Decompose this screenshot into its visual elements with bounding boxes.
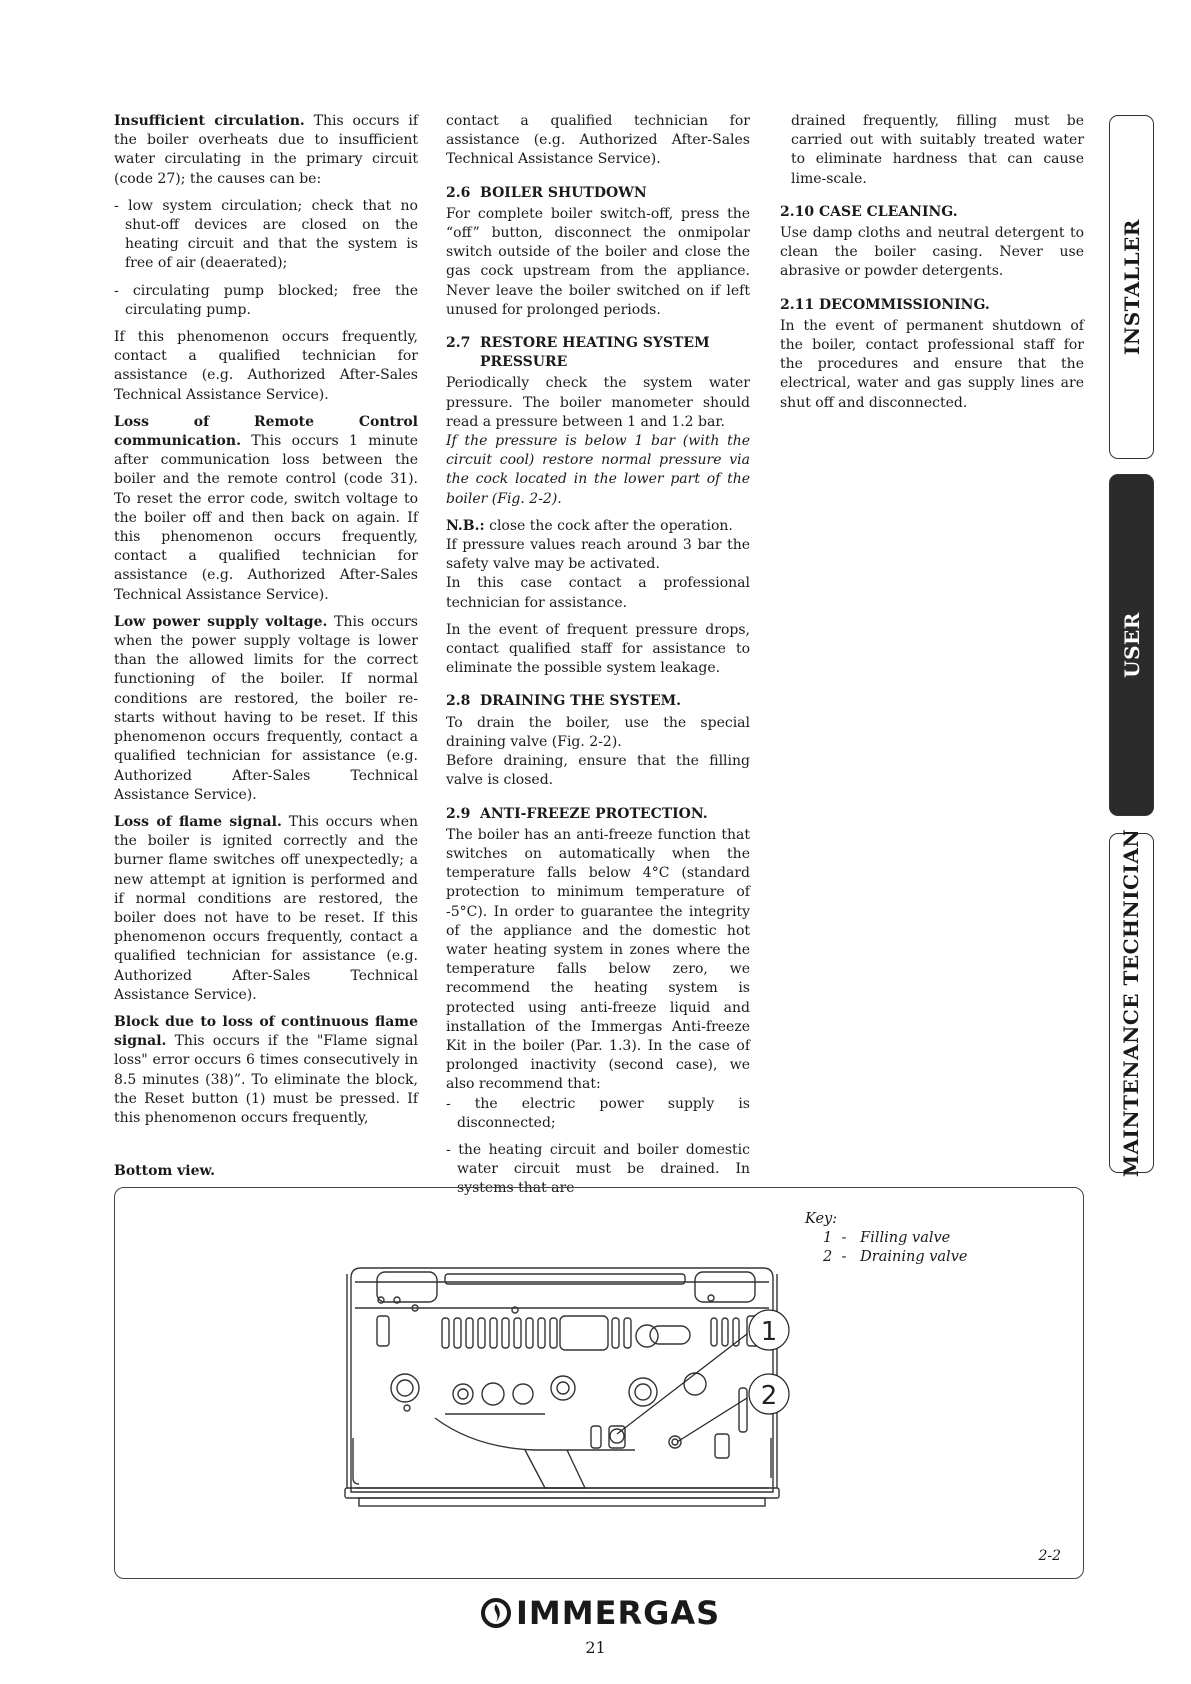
section-heading-2-11: 2.11 DECOMMISSIONING.	[780, 296, 990, 313]
figure-number: 2-2	[1038, 1548, 1061, 1564]
paragraph: For complete boiler switch-off, press the “off” button, disconnect the onmipolar switch outside of the boiler and close the gas cock upstream from the appliance. Never leave the boiler switched on if left unused for prolonged periods.	[446, 205, 750, 318]
list-item: - the electric power supply is disconnected;	[446, 1095, 750, 1131]
tab-user[interactable]: USER	[1109, 474, 1154, 816]
callout-2-label: 2	[760, 1381, 778, 1411]
page-number: 21	[585, 1638, 606, 1657]
paragraph: Before draining, ensure that the filling valve is closed.	[446, 753, 750, 789]
list-item: - the heating circuit and boiler domestic water circuit must be drained. In systems that are	[446, 1141, 750, 1197]
paragraph: If pressure values reach around 3 bar the safety valve may be activated.	[446, 537, 750, 573]
paragraph: Block due to loss of continuous flame signal. This occurs if the "Flame signal loss" error occurs 6 times consecutively in 8.5 minutes (38)”. To eliminate the block, the Reset button (1) must be pressed. If this phenomenon occurs frequently,	[114, 1013, 418, 1126]
list-item: - low system circulation; check that no shut-off devices are closed on the heating circuit and that the system is free of air (deaerated);	[114, 197, 418, 272]
boiler-bottom-view-drawing	[115, 1188, 1083, 1578]
brand-name: IMMERGAS	[516, 1594, 721, 1632]
section-heading-2-8: 2.8 DRAINING THE SYSTEM.	[446, 693, 682, 710]
paragraph: drained frequently, filling must be carried out with suitably treated water to eliminate hardness that can cause lime-scale.	[791, 113, 1084, 187]
list-item: - circulating pump blocked; free the circulating pump.	[114, 282, 418, 318]
paragraph: Loss of flame signal. This occurs when the boiler is ignited correctly and the burner flame switches off unexpectedly; a new attempt at ignition is performed and if normal conditions are restored, the boiler does not have to be reset. If this phenomenon occurs frequently, contact a qualified technician for assistance (e.g. Authorized After-Sales Technical Assistance Service).	[114, 813, 418, 1003]
paragraph: In the event of permanent shutdown of the boiler, contact professional staff for the procedures and ensure that the electrical, water and gas supply lines are shut off and disconnected.	[780, 317, 1084, 411]
paragraph: Insufficient circulation. This occurs if the boiler overheats due to insufficient water circulating in the primary circuit (code 27); the causes can be:	[114, 113, 419, 187]
paragraph: In the event of frequent pressure drops, contact qualified staff for assistance to eliminate the possible system leakage.	[446, 621, 750, 677]
paragraph: The boiler has an anti-freeze function that switches on automatically when the temperature falls below 4°C (standard protection to minimum temperature of -5°C). In order to guarantee the integrity of the appliance and the domestic hot water heating system in zones where the temperature falls below zero, we recommend the heating system is protected using anti-freeze liquid and installation of the Immergas Anti-freeze Kit in the boiler (Par. 1.3). In the case of prolonged inactivity (second case), we also recommend that:	[446, 826, 750, 1093]
tab-installer[interactable]: INSTALLER	[1109, 115, 1154, 459]
figure-key: Key: 1 - Filling valve 2 - Draining valve	[805, 1211, 968, 1265]
paragraph-italic: If the pressure is below 1 bar (with the circuit cool) restore normal pressure via the cock located in the lower part of the boiler (Fig. 2-2).	[446, 433, 750, 507]
tab-maintenance-technician[interactable]: MAINTENANCE TECHNICIAN	[1109, 833, 1154, 1173]
paragraph: In this case contact a professional technician for assistance.	[446, 575, 750, 611]
paragraph: To drain the boiler, use the special draining valve (Fig. 2-2).	[446, 714, 750, 750]
text-column-1	[114, 112, 418, 1136]
paragraph: Use damp cloths and neutral detergent to clean the boiler casing. Never use abrasive or powder detergents.	[780, 225, 1084, 280]
section-heading-2-9: 2.9 ANTI-FREEZE PROTECTION.	[446, 805, 708, 822]
text-column-2	[446, 112, 750, 1207]
section-heading-2-6: 2.6 BOILER SHUTDOWN	[446, 184, 647, 201]
callout-1-label: 1	[760, 1317, 778, 1347]
immergas-logo	[480, 1594, 720, 1632]
paragraph: Loss of Remote Control communication. This occurs 1 minute after communication loss between the boiler and the remote control (code 31). To reset the error code, switch voltage to the boiler off and then back on again. If this phenomenon occurs frequently, contact a qualified technician for assistance (e.g. Authorized After-Sales Technical Assistance Service).	[114, 413, 418, 603]
paragraph: If this phenomenon occurs frequently, contact a qualified technician for assistance (e.g. Authorized After-Sales Technical Assistance Service).	[114, 329, 418, 403]
note: N.B.: close the cock after the operation.	[446, 517, 733, 534]
paragraph: Low power supply voltage. This occurs when the power supply voltage is lower than the allowed limits for the correct functioning of the boiler. If normal conditions are restored, the boiler re-starts without having to be reset. If this phenomenon occurs frequently, contact a qualified technician for assistance (e.g. Authorized After-Sales Technical Assistance Service).	[114, 613, 418, 803]
brand-flame-icon	[480, 1597, 512, 1629]
section-heading-2-10: 2.10 CASE CLEANING.	[780, 203, 958, 220]
figure-caption: Bottom view.	[114, 1163, 216, 1179]
text-column-3	[780, 112, 1084, 421]
paragraph: Periodically check the system water pressure. The boiler manometer should read a pressure between 1 and 1.2 bar.	[446, 375, 750, 430]
section-heading-2-7: 2.7 RESTORE HEATING SYSTEM PRESSURE	[446, 335, 710, 371]
figure-box	[114, 1187, 1084, 1579]
paragraph: contact a qualified technician for assistance (e.g. Authorized After-Sales Technical Assistance Service).	[446, 113, 750, 168]
